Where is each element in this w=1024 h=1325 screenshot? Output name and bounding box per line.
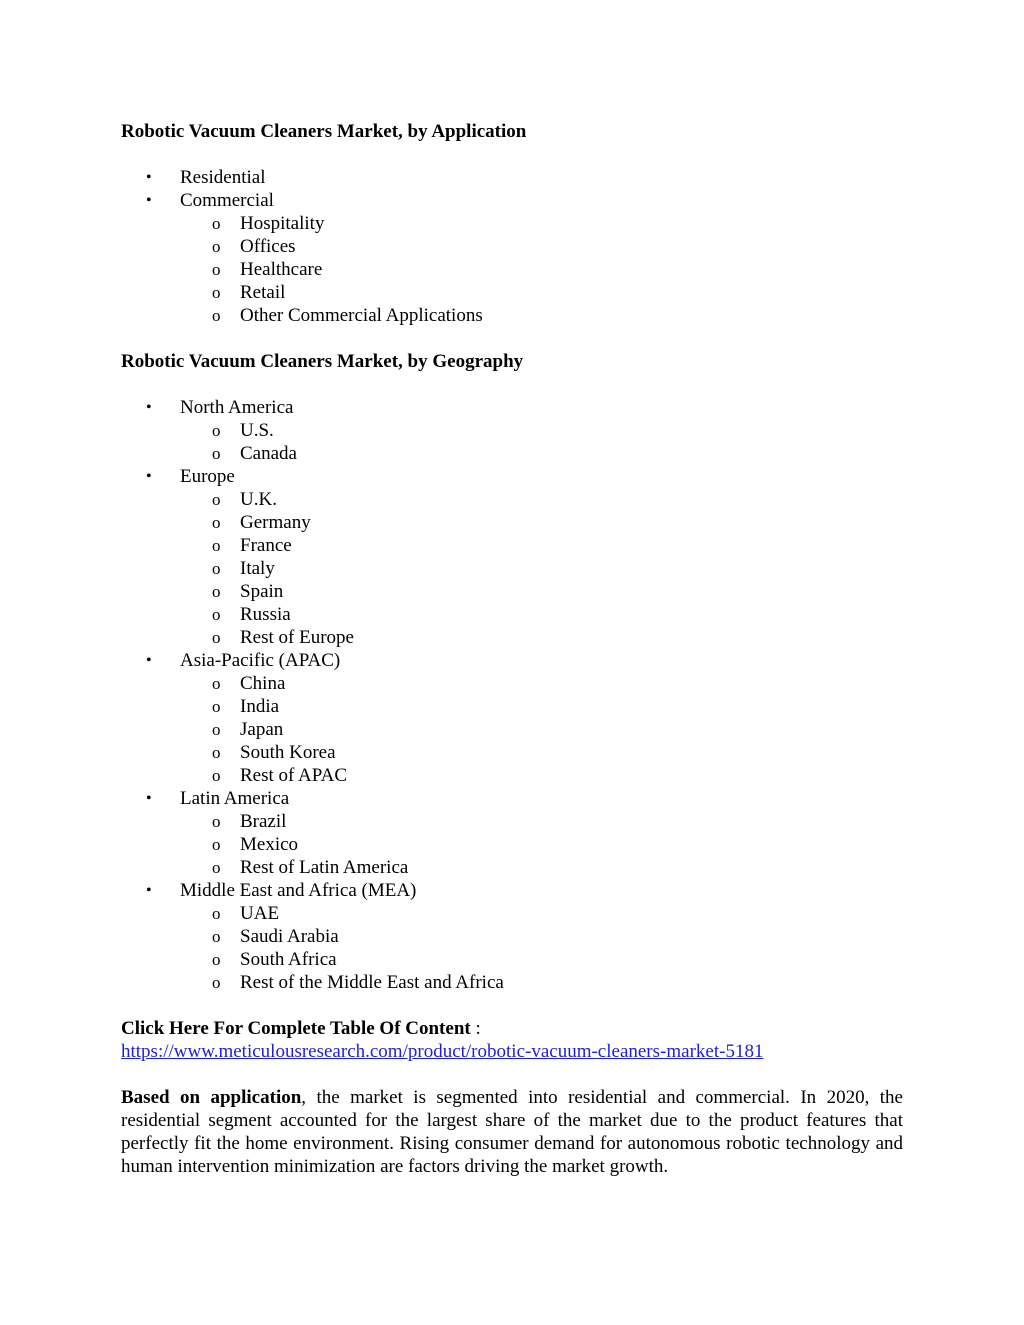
sub-bullet-icon: o [212, 674, 221, 693]
list-item [121, 626, 903, 649]
list-item [121, 787, 903, 810]
list-item-label: Latin America [180, 788, 290, 809]
list-item-label: Other Commercial Applications [240, 305, 483, 326]
geography-list [121, 396, 903, 994]
list-item-label: Retail [240, 282, 286, 303]
list-item-label: Hospitality [240, 213, 325, 234]
list-item-label: India [240, 696, 280, 717]
sub-bullet-icon: o [212, 766, 221, 785]
bullet-icon: • [146, 399, 152, 416]
sub-bullet-icon: o [212, 720, 221, 739]
list-item [121, 488, 903, 511]
sub-bullet-icon: o [212, 927, 221, 946]
list-item [121, 603, 903, 626]
list-item-label: Italy [240, 558, 275, 579]
list-item-label: Middle East and Africa (MEA) [180, 880, 417, 901]
sub-bullet-icon: o [212, 559, 221, 578]
list-item [121, 189, 903, 212]
application-list [121, 166, 903, 327]
list-item-label: South Korea [240, 742, 336, 763]
toc-label: Click Here For Complete Table Of Content [121, 1018, 471, 1039]
list-item [121, 419, 903, 442]
summary-body: , the market is segmented into residential and commercial. In 2020, the residential segment accounted for the largest share of the market due to the product features that perfectly fit the home environment. Rising consumer demand for autonomous robotic technology and human intervention minimization are factors driving the market growth. [121, 1087, 903, 1177]
list-item [121, 511, 903, 534]
sub-bullet-icon: o [212, 306, 221, 325]
bullet-icon: • [146, 652, 152, 669]
list-item [121, 281, 903, 304]
bullet-icon: • [146, 882, 152, 899]
list-item-label: U.S. [240, 420, 274, 441]
list-item-label: Japan [240, 719, 284, 740]
bullet-icon: • [146, 169, 152, 186]
sub-bullet-icon: o [212, 743, 221, 762]
list-item-label: Brazil [240, 811, 287, 832]
list-item-label: Residential [180, 167, 266, 188]
sub-bullet-icon: o [212, 835, 221, 854]
bullet-icon: • [146, 790, 152, 807]
list-item-label: South Africa [240, 949, 337, 970]
list-item-label: Asia-Pacific (APAC) [180, 650, 341, 671]
list-item [121, 902, 903, 925]
list-item [121, 534, 903, 557]
list-item [121, 557, 903, 580]
list-item [121, 580, 903, 603]
list-item [121, 649, 903, 672]
list-item [121, 695, 903, 718]
list-item-label: North America [180, 397, 294, 418]
list-item [121, 442, 903, 465]
sub-bullet-icon: o [212, 444, 221, 463]
list-item [121, 741, 903, 764]
sub-bullet-icon: o [212, 858, 221, 877]
list-item [121, 672, 903, 695]
sub-bullet-icon: o [212, 904, 221, 923]
list-item [121, 764, 903, 787]
list-item-label: Rest of Latin America [240, 857, 409, 878]
application-heading: Robotic Vacuum Cleaners Market, by Application [121, 121, 527, 142]
list-item [121, 166, 903, 189]
list-item [121, 810, 903, 833]
list-item-label: Commercial [180, 190, 274, 211]
summary-paragraph [121, 1086, 903, 1178]
list-item [121, 833, 903, 856]
list-item [121, 856, 903, 879]
sub-bullet-icon: o [212, 421, 221, 440]
sub-bullet-icon: o [212, 536, 221, 555]
list-item [121, 212, 903, 235]
geography-heading: Robotic Vacuum Cleaners Market, by Geography [121, 351, 524, 372]
list-item-label: Germany [240, 512, 311, 533]
list-item [121, 258, 903, 281]
list-item-label: Offices [240, 236, 296, 257]
list-item-label: Rest of Europe [240, 627, 354, 648]
sub-bullet-icon: o [212, 490, 221, 509]
list-item-label: Canada [240, 443, 297, 464]
list-item-label: Mexico [240, 834, 299, 855]
sub-bullet-icon: o [212, 214, 221, 233]
list-item [121, 925, 903, 948]
list-item-label: Spain [240, 581, 284, 602]
list-item-label: Russia [240, 604, 291, 625]
sub-bullet-icon: o [212, 628, 221, 647]
sub-bullet-icon: o [212, 973, 221, 992]
list-item-label: Rest of APAC [240, 765, 347, 786]
list-item [121, 304, 903, 327]
bullet-icon: • [146, 468, 152, 485]
sub-bullet-icon: o [212, 237, 221, 256]
list-item-label: France [240, 535, 292, 556]
toc-separator: : [470, 1018, 481, 1039]
list-item-label: UAE [240, 903, 280, 924]
bullet-icon: • [146, 192, 152, 209]
list-item [121, 948, 903, 971]
sub-bullet-icon: o [212, 260, 221, 279]
sub-bullet-icon: o [212, 605, 221, 624]
list-item [121, 718, 903, 741]
summary-lead: Based on application [121, 1087, 302, 1108]
list-item [121, 879, 903, 902]
list-item-label: Europe [180, 466, 235, 487]
toc-block [121, 1017, 903, 1063]
sub-bullet-icon: o [212, 283, 221, 302]
document-page [121, 120, 903, 1178]
sub-bullet-icon: o [212, 513, 221, 532]
list-item-label: Healthcare [240, 259, 323, 280]
list-item [121, 971, 903, 994]
list-item [121, 465, 903, 488]
list-item-label: Saudi Arabia [240, 926, 339, 947]
list-item [121, 396, 903, 419]
sub-bullet-icon: o [212, 582, 221, 601]
list-item-label: China [240, 673, 286, 694]
sub-bullet-icon: o [212, 950, 221, 969]
sub-bullet-icon: o [212, 697, 221, 716]
list-item-label: U.K. [240, 489, 277, 510]
toc-link[interactable]: https://www.meticulousresearch.com/product/robotic-vacuum-cleaners-market-5181 [121, 1041, 764, 1062]
sub-bullet-icon: o [212, 812, 221, 831]
list-item [121, 235, 903, 258]
list-item-label: Rest of the Middle East and Africa [240, 972, 504, 993]
